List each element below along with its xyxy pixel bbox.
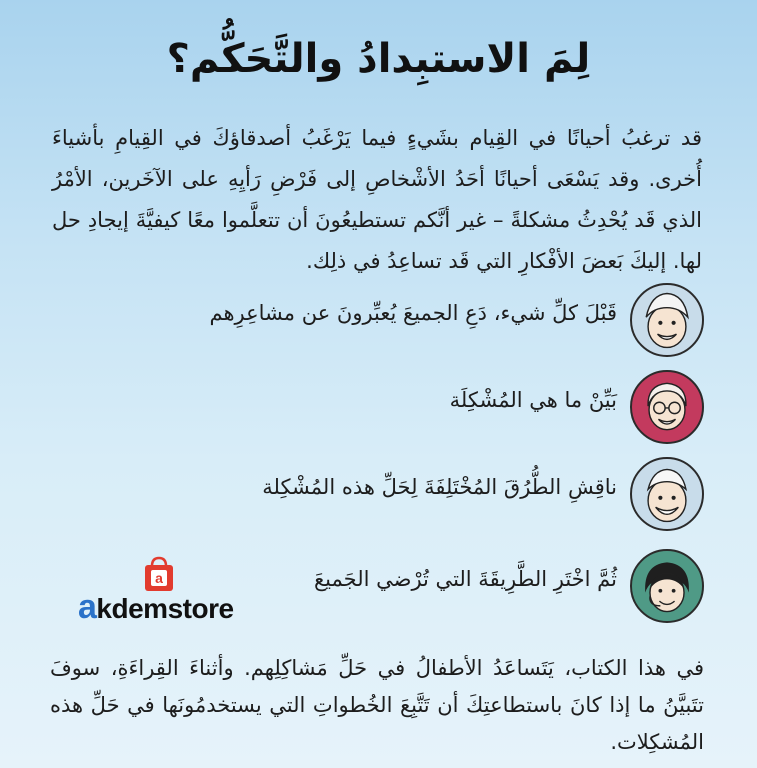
logo-letter-a: a xyxy=(78,588,97,626)
step-row-1 xyxy=(0,283,757,373)
svg-text:a: a xyxy=(155,570,163,586)
step-text: قَبْلَ كلِّ شيء، دَعِ الجميعَ يُعبِّرونَ عن مشاعِرِهم xyxy=(209,301,617,325)
page-title: لِمَ الاستبِدادُ والتَّحَكُّم؟ xyxy=(166,36,591,82)
step-row-2 xyxy=(0,370,757,460)
boy-white-cap-avatar-icon xyxy=(630,283,704,357)
step-text: بَيِّنْ ما هي المُشْكِلَة xyxy=(449,388,617,412)
intro-paragraph: قد ترغبُ أحيانًا في القِيام بشَيءٍ فيما يَرْغَبُ أصدقاؤكَ في القِيامِ بأشياءَ أُخرى. وقد يَسْعَى أحيانًا أحَدُ الأشْخاصِ إلى فَرْضِ رَأيِهِ على الآخَرين، الأمْرُ الذي قَد يُحْدِثُ مشكلةً – غير أنَّكم تستطيعُونَ أن تتعلَّموا معًا كيفيَّةَ إيجادِ حل لها. إليكَ بَعضَ الأفْكارِ التي قَد تساعِدُ في ذلِك. xyxy=(52,126,702,273)
woman-headset-avatar-icon xyxy=(630,549,704,623)
logo-wordmark xyxy=(78,588,234,627)
outro-paragraph: في هذا الكتاب، يَتَساعَدُ الأطفالُ في حَلِّ مَشاكِلِهم. وأثناءَ القِراءَةِ، سوفَ تتَبيَّنُ ما إذا كانَ باستطاعتِكَ أن تَتَّبِعَ الخُطواتِ التي يستخدمُونَها في حَلِّ هذه المُشكِلات. xyxy=(50,656,704,754)
step-text: ثُمَّ اخْتَرِ الطَّرِيقَةَ التي تُرْضي الجَميعَ xyxy=(314,567,617,591)
shopping-bag-icon xyxy=(142,556,176,592)
boy-white-cap-avatar-icon xyxy=(630,457,704,531)
step-text: ناقِشِ الطُّرُقَ المُخْتَلِفَةَ لِحَلِّ هذه المُشْكِلة xyxy=(262,475,617,499)
girl-glasses-avatar-icon xyxy=(630,370,704,444)
step-row-3 xyxy=(0,457,757,547)
logo-text: kdemstore xyxy=(96,593,234,624)
akdemstore-logo xyxy=(78,556,258,626)
